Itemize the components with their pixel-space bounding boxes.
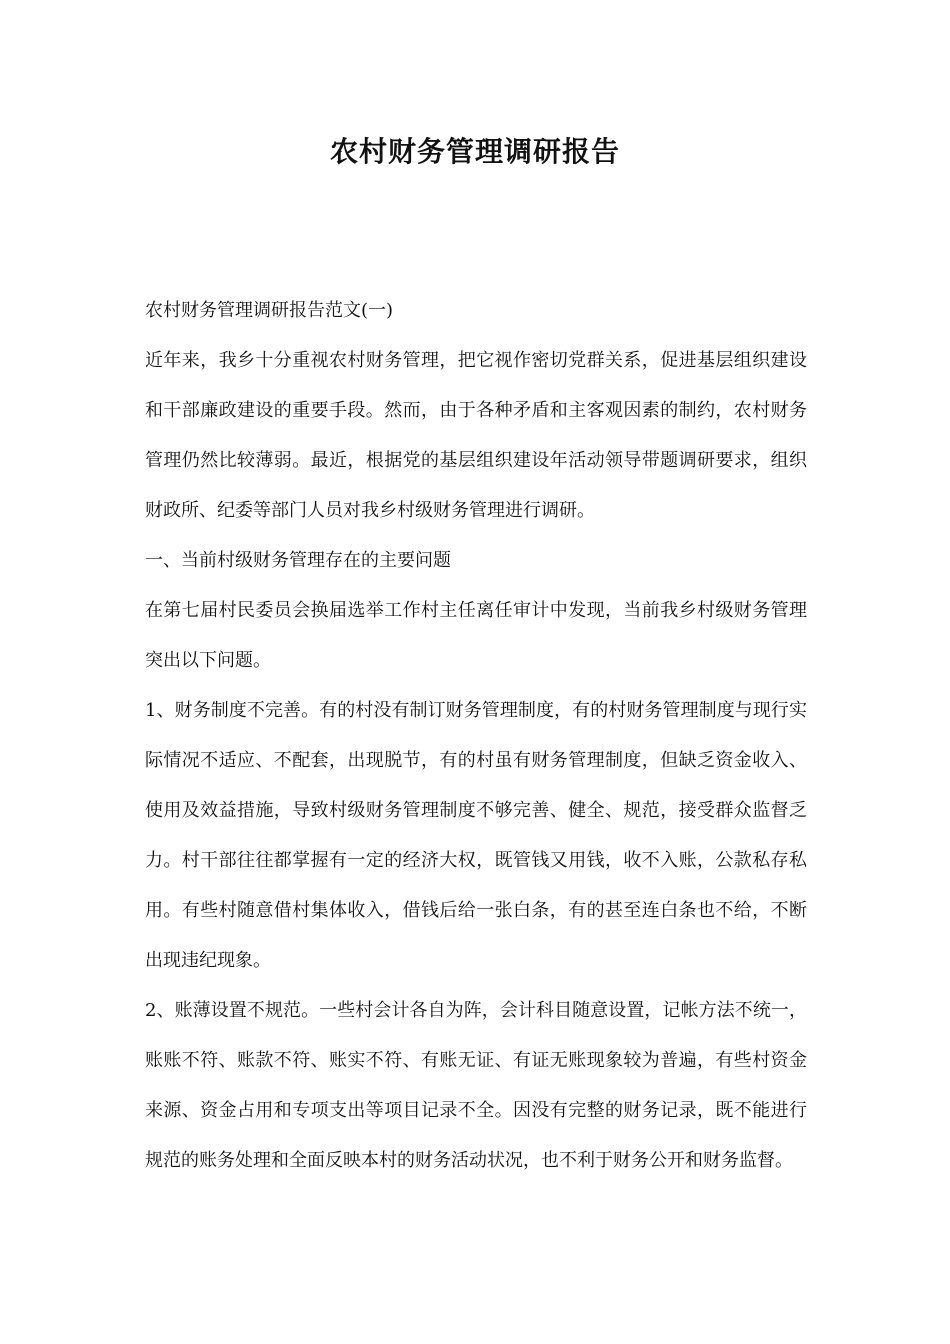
- intro-paragraph: 近年来，我乡十分重视农村财务管理，把它视作密切党群关系，促进基层组织建设和干部廉政建设的重要手段。然而，由于各种矛盾和主客观因素的制约，农村财务管理仍然比较薄弱。最近，根据党的基层组织建设年活动领导带题调研要求，组织财政所、纪委等部门人员对我乡村级财务管理进行调研。: [145, 350, 807, 521]
- section-intro-paragraph: 在第七届村民委员会换届选举工作村主任离任审计中发现，当前我乡村级财务管理突出以下问题。: [145, 600, 807, 671]
- issue-2-paragraph: 2、账薄设置不规范。一些村会计各自为阵，会计科目随意设置，记帐方法不统一，账账不符、账款不符、账实不符、有账无证、有证无账现象较为普遍，有些村资金来源、资金占用和专项支出等项目记录不全。因没有完整的财务记录，既不能进行规范的账务处理和全面反映本村的财务活动状况，也不利于财务公开和财务监督。: [145, 1000, 807, 1171]
- document-body: [145, 286, 807, 1186]
- subtitle-paragraph: 农村财务管理调研报告范文(一): [145, 300, 394, 321]
- section-heading: 一、当前村级财务管理存在的主要问题: [145, 550, 451, 571]
- issue-1-paragraph: 1、财务制度不完善。有的村没有制订财务管理制度，有的村财务管理制度与现行实际情况不适应、不配套，出现脱节，有的村虽有财务管理制度，但缺乏资金收入、使用及效益措施，导致村级财务管理制度不够完善、健全、规范，接受群众监督乏力。村干部往往都掌握有一定的经济大权，既管钱又用钱，收不入账，公款私存私用。有些村随意借村集体收入，借钱后给一张白条，有的甚至连白条也不给，不断出现违纪现象。: [145, 700, 807, 971]
- document-title: 农村财务管理调研报告: [329, 135, 620, 168]
